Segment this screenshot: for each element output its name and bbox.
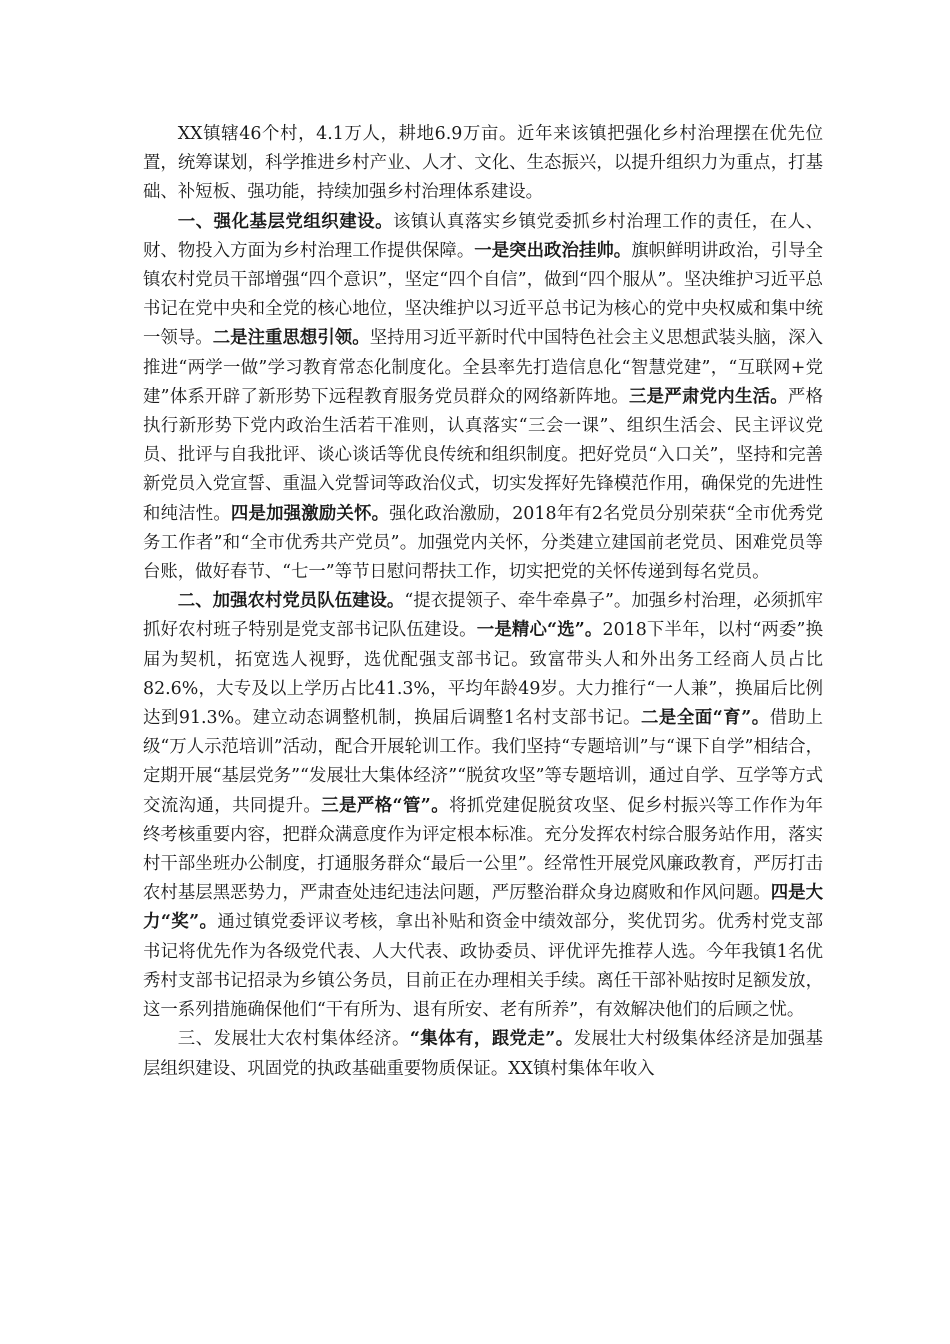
body-text: 该镇认真落实乡镇党委抓乡村治理工作的责任，在人、财、物投入方面为乡村治理工作提供保障。 [143, 211, 823, 261]
bold-heading-text: 一是突出政治挂帅。 [474, 240, 632, 261]
bold-heading-text: 一是精心“选”。 [476, 620, 603, 641]
bold-heading-text: 二是注重思想引领。 [212, 328, 370, 349]
body-text: “提衣提领子、牵牛牵鼻子”。加强乡村治理，必须抓牢抓好农村班子特别是党支部书记队伍建设。 [143, 591, 823, 641]
bold-heading-text: 三是严格“管”。 [321, 795, 450, 816]
body-text: 通过镇党委评议考核，拿出补贴和资金中绩效部分，奖优罚劣。优秀村党支部书记将优先作为各级党代表、人大代表、政协委员、评优评先推荐人选。今年我镇1名优秀村支部书记招录为乡镇公务员，目前正在办理相关手续。离任干部补贴按时足额发放，这一系列措施确保他们“干有所为、退有所安、老有所养”，有效解决他们的后顾之忧。 [143, 912, 823, 1021]
body-text: 2018下半年，以村“两委”换届为契机，拓宽选人视野，选优配强支部书记。致富带头人和外出务工经商人员占比82.6%，大专及以上学历占比41.3%，平均年龄49岁。大力推行“一人兼”，换届后比例达到91.3%。建立动态调整机制，换届后调整1名村支部书记。 [143, 620, 823, 729]
paragraph [143, 587, 823, 1025]
bold-heading-text: 一、强化基层党组织建设。 [177, 211, 394, 232]
body-text: XX镇辖46个村，4.1万人，耕地6.9万亩。近年来该镇把强化乡村治理摆在优先位置，统筹谋划，科学推进乡村产业、人才、文化、生态振兴，以提升组织力为重点，打基础、补短板、强功能，持续加强乡村治理体系建设。 [143, 124, 823, 203]
bold-heading-text: 二是全面“育”。 [640, 708, 770, 729]
body-text: 发展壮大村级集体经济是加强基层组织建设、巩固党的执政基础重要物质保证。XX镇村集体年收入 [143, 1029, 823, 1079]
body-text: 借助上级“万人示范培训”活动，配合开展轮训工作。我们坚持“专题培训”与“课下自学”相结合，定期开展“基层党务”“发展壮大集体经济”“脱贫攻坚”等专题培训，通过自学、互学等方式交流沟通，共同提升。 [143, 708, 823, 816]
body-text: 严格执行新形势下党内政治生活若干准则，认真落实“三会一课”、组织生活会、民主评议党员、批评与自我批评、谈心谈话等优良传统和组织制度。把好党员“入口关”，坚持和完善新党员入党宣誓、重温入党誓词等政治仪式，切实发挥好先锋模范作用，确保党的先进性和纯洁性。 [143, 386, 823, 524]
bold-heading-text: 四是加强激励关怀。 [230, 503, 390, 524]
bold-heading-text: 二、加强农村党员队伍建设。 [177, 591, 405, 612]
paragraph [143, 1025, 823, 1083]
body-text: 旗帜鲜明讲政治，引导全镇农村党员干部增强“四个意识”，坚定“四个自信”，做到“四个服从”。坚决维护习近平总书记在党中央和全党的核心地位，坚决维护以习近平总书记为核心的党中央权威和集中统一领导。 [143, 240, 823, 349]
document-body [143, 120, 823, 1084]
body-text: 将抓党建促脱贫攻坚、促乡村振兴等工作作为年终考核重要内容，把群众满意度作为评定根本标准。充分发挥农村综合服务站作用，落实村干部坐班办公制度，打通服务群众“最后一公里”。经常性开展党风廉政教育，严厉打击农村基层黑恶势力，严肃查处违纪违法问题，严厉整治群众身边腐败和作风问题。 [143, 795, 823, 904]
paragraph [143, 120, 823, 208]
body-text: 坚持用习近平新时代中国特色社会主义思想武装头脑，深入推进“两学一做”学习教育常态化制度化。全县率先打造信息化“智慧党建”，“互联网+党建”体系开辟了新形势下远程教育服务党员群众的网络新阵地。 [143, 328, 823, 407]
bold-heading-text: 三是严肃党内生活。 [628, 386, 788, 407]
body-text: 三、发展壮大农村集体经济。 [177, 1029, 410, 1050]
bold-heading-text: 四是大力“奖”。 [143, 883, 823, 933]
body-text: 强化政治激励，2018年有2名党员分别荣获“全市优秀党务工作者”和“全市优秀共产党员”。加强党内关怀，分类建立建国前老党员、困难党员等台账，做好春节、“七一”等节日慰问帮扶工作，切实把党的关怀传递到每名党员。 [143, 503, 823, 583]
bold-heading-text: “集体有，跟党走”。 [409, 1029, 574, 1050]
paragraph [143, 208, 823, 588]
